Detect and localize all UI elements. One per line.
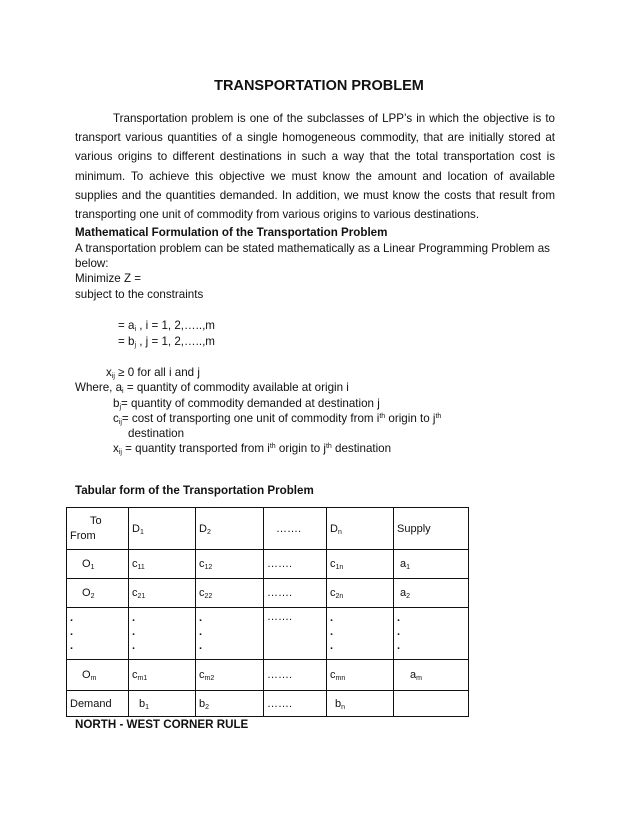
demand-b1: $b_1$ (129, 691, 196, 717)
table-row (67, 579, 469, 608)
supply-a2: $a_2$ (394, 579, 469, 608)
demand-empty-cell (394, 691, 469, 717)
table-header-row (67, 508, 469, 550)
dots-cell: . . . (327, 608, 394, 660)
table-row-demand (67, 691, 469, 717)
origin-om: $O_m$ (67, 660, 129, 691)
to-from-cell: To From (67, 508, 129, 550)
intro-text: Transportation problem is one of the subclasses of LPP’s in which the objective is to transport various quantities of a single homogeneous commodity, that are initially stored at various origins to different destinations in such a way that the total transportation cost is minimum. To achieve this objective we must know the amount and location of available supplies and the quantities demanded. In addition, we must know the costs that result from transporting one unit of commodity from various origins to various destinations. (75, 112, 555, 222)
definition-c: $c_{ij}= \cos t$ of transporting one unit of commodity from $i^{th}$ origin to $j^{th}$ (113, 412, 442, 426)
dots-cell: . . . (196, 608, 264, 660)
definition-x: $x_{ij}$ = quantity transported from $i^{th}$ origin to $j^{th}$ destination (113, 442, 392, 456)
origin-o1: $O_1$ (67, 550, 129, 579)
supply-am: $a_m$ (394, 660, 469, 691)
cost-c12: $c_{12}$ (196, 550, 264, 579)
header-dn: $D_n$ (327, 508, 394, 550)
definition-c-continued: destination (128, 427, 185, 440)
definition-b: $b_j=$ quantity of commodity demanded at destination j (113, 397, 380, 411)
cost-cmn: $c_{mn}$ (327, 660, 394, 691)
header-d1: $D_1$ (129, 508, 196, 550)
nw-corner-heading: NORTH - WEST CORNER RULE (75, 718, 249, 731)
header-d2: $D_2$ (196, 508, 264, 550)
demand-bn: $b_n$ (327, 691, 394, 717)
cost-cm1: $c_{m1}$ (129, 660, 196, 691)
supply-a1: $a_1$ (394, 550, 469, 579)
dots-ellipsis: ……. (264, 608, 327, 660)
cost-c1n: $c_{1n}$ (327, 550, 394, 579)
demand-ellipsis: ……. (264, 691, 327, 717)
constraints-label: subject to the constraints (75, 288, 204, 301)
cost-c2n: $c_{2n}$ (327, 579, 394, 608)
transportation-table (66, 507, 469, 717)
header-ellipsis: ……. (264, 508, 327, 550)
demand-b2: $b_2$ (196, 691, 264, 717)
intro-paragraph (75, 109, 555, 224)
cost-c22: $c_{22}$ (196, 579, 264, 608)
math-heading: Mathematical Formulation of the Transportation Problem (75, 226, 388, 239)
cost-c11: $c_{11}$ (129, 550, 196, 579)
math-intro-line2: below: (75, 257, 109, 270)
cost-ellipsis: ……. (264, 550, 327, 579)
non-negativity-constraint: $x_{ij} \ge 0$ for all i and j (106, 366, 200, 380)
dots-cell: . . . (394, 608, 469, 660)
table-row (67, 660, 469, 691)
definition-a: Where, $a_i$ = quantity of commodity available at origin i (75, 381, 349, 395)
math-intro-line1: A transportation problem can be stated mathematically as a Linear Programming Problem as (75, 242, 550, 255)
cost-ellipsis: ……. (264, 579, 327, 608)
cost-ellipsis: ……. (264, 660, 327, 691)
demand-constraint: = $b_j$ , j = 1, 2,…..,m (118, 335, 215, 349)
demand-label: Demand (67, 691, 129, 717)
dots-cell: . . . (67, 608, 129, 660)
tabular-heading: Tabular form of the Transportation Problem (75, 484, 314, 497)
origin-o2: $O_2$ (67, 579, 129, 608)
objective-line: Minimize Z = (75, 272, 142, 285)
page-title: TRANSPORTATION PROBLEM (214, 78, 424, 94)
cost-cm2: $c_{m2}$ (196, 660, 264, 691)
table-row-ellipsis (67, 608, 469, 660)
dots-cell: . . . (129, 608, 196, 660)
table-row (67, 550, 469, 579)
header-supply: Supply (394, 508, 469, 550)
cost-c21: $c_{21}$ (129, 579, 196, 608)
supply-constraint: = $a_i$ , i = 1, 2,…..,m (118, 319, 215, 333)
